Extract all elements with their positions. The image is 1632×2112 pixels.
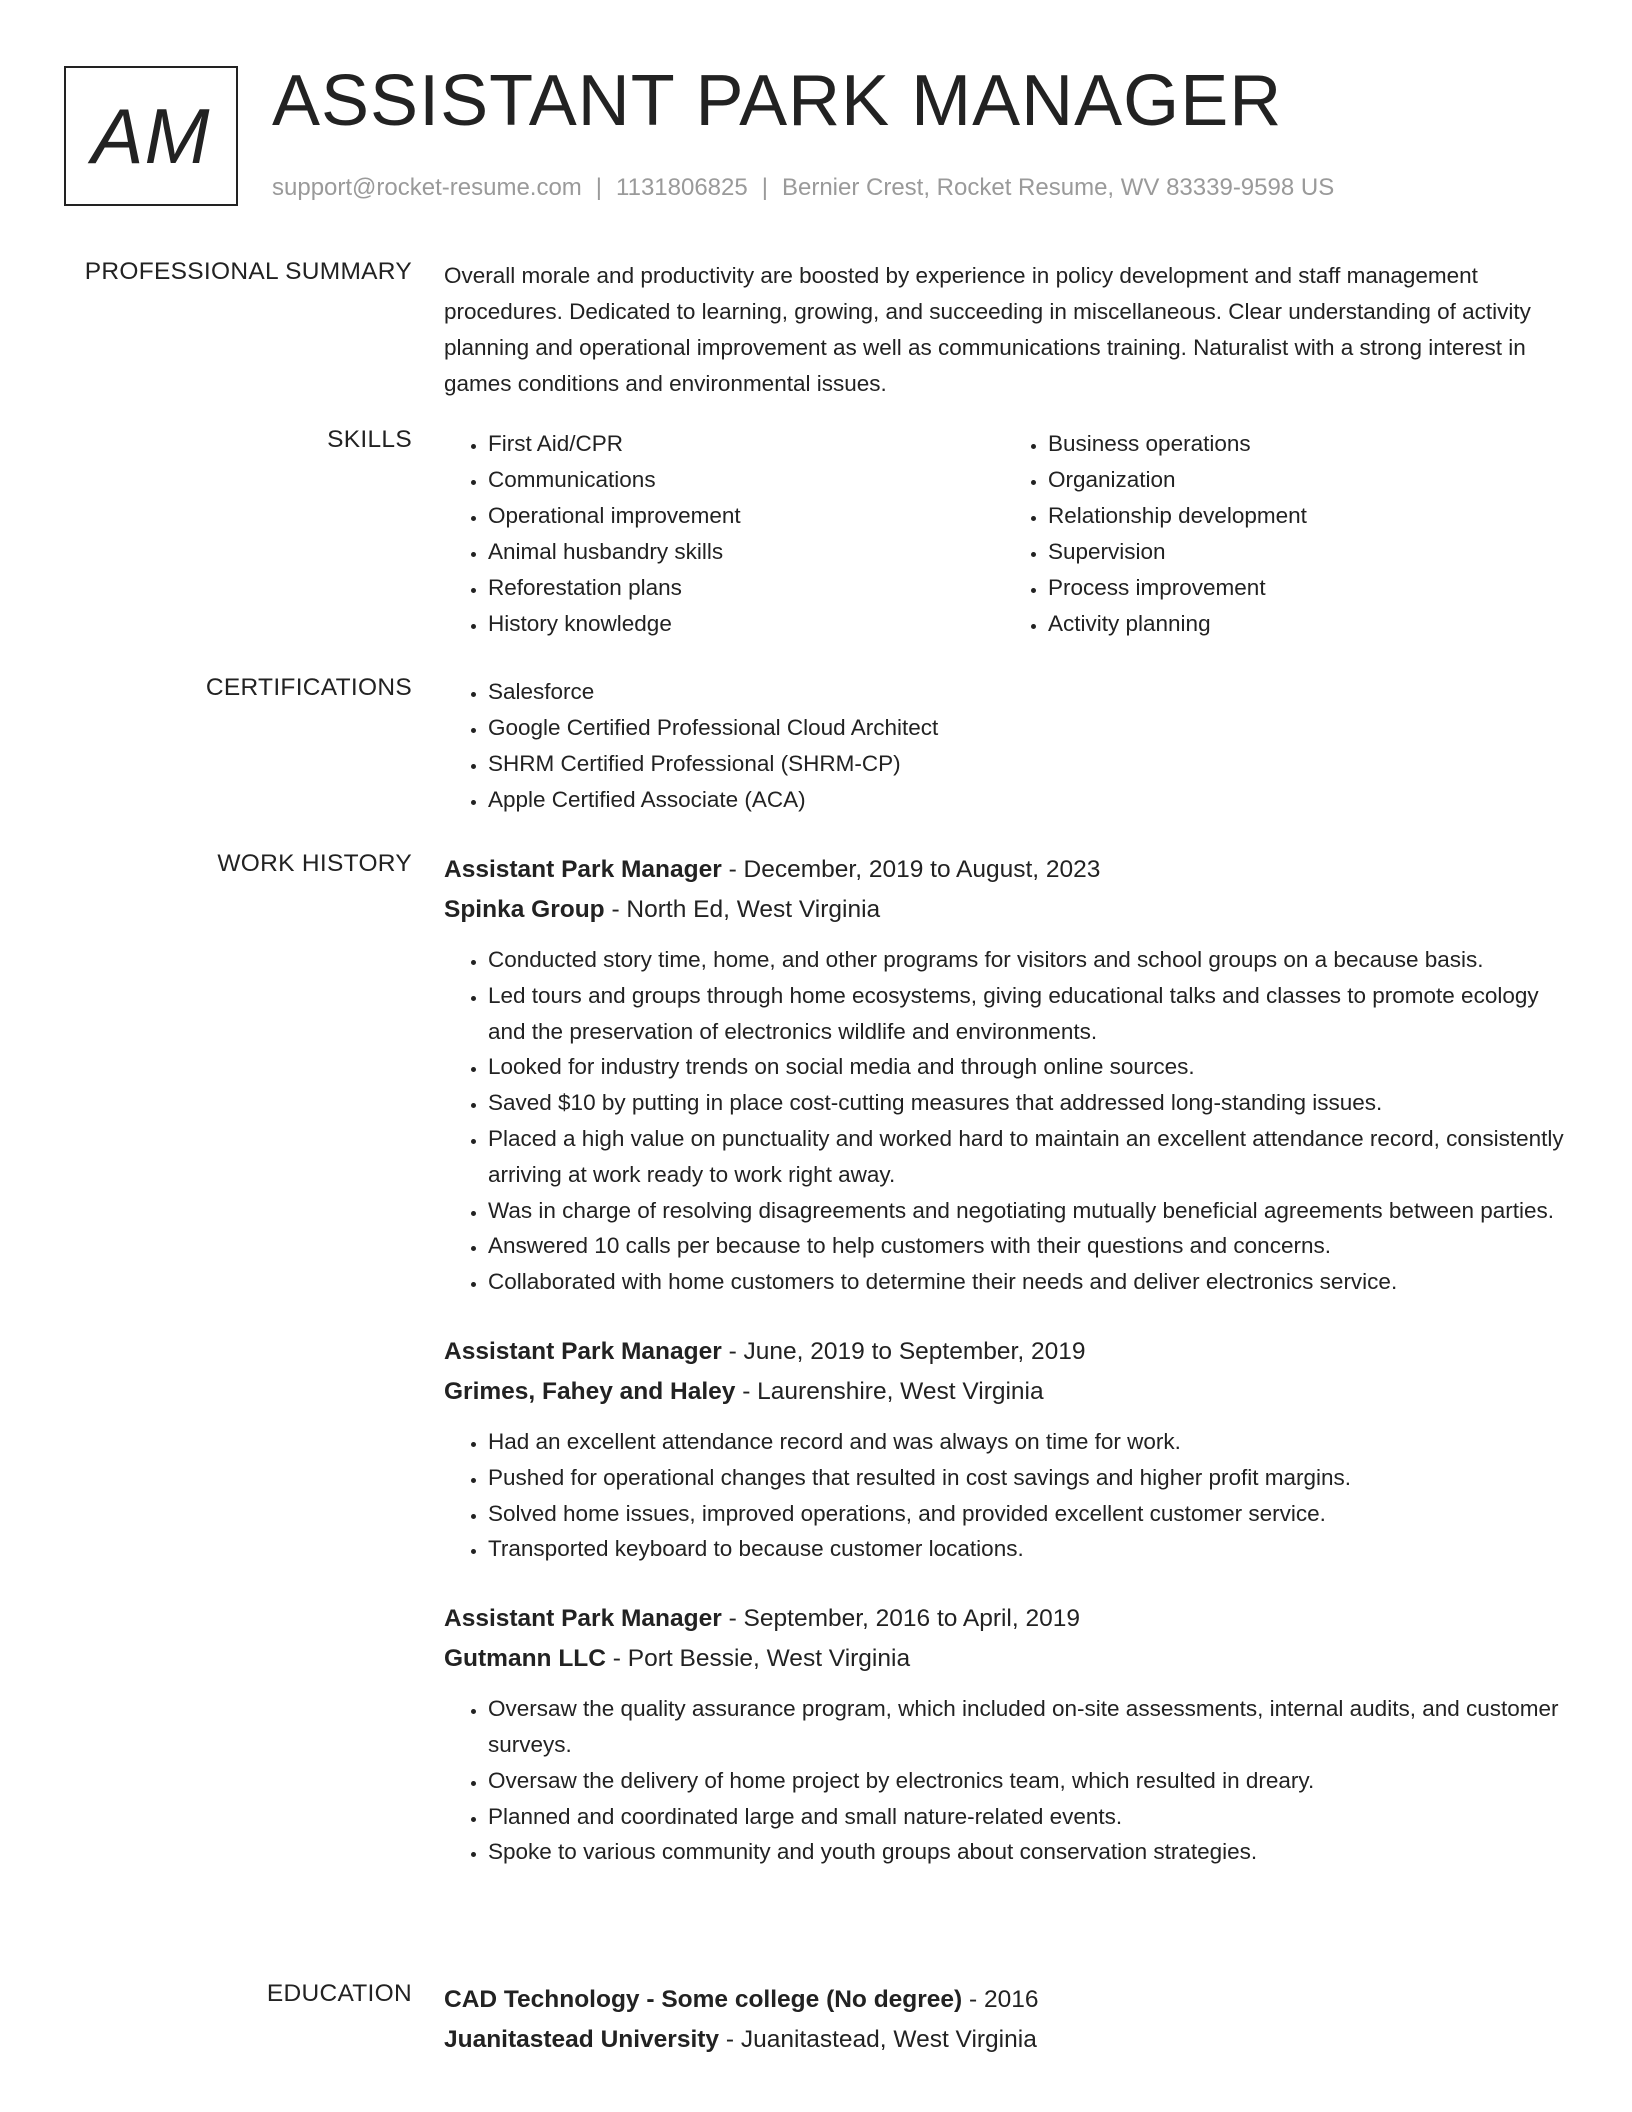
job-entry	[444, 1332, 1564, 1567]
job-title: Assistant Park Manager	[444, 1605, 722, 1633]
summary-text: Overall morale and productivity are boosted by experience in policy development and staff management procedures. Dedicated to learning, growing, and succeeding in miscellaneous. Clear understanding of activity planning and operational improvement as well as communications training. Naturalist with a strong interest in games conditions and environmental issues.	[444, 263, 1531, 396]
job-bullet: • Looked for industry trends on social media and through online sources.	[488, 1049, 1564, 1085]
summary-body	[444, 258, 1564, 402]
job-company: Grimes, Fahey and Haley	[444, 1377, 736, 1405]
skill-item: • Relationship development	[1048, 498, 1564, 534]
job-title-line	[444, 1332, 1564, 1372]
contact-phone[interactable]: 1131806825	[616, 174, 748, 201]
job-dates: - September, 2016 to April, 2019	[721, 1605, 1080, 1633]
job-company: Gutmann LLC	[444, 1645, 606, 1673]
certification-item: • Google Certified Professional Cloud Architect	[488, 710, 1564, 746]
job-bullets	[444, 1691, 1564, 1870]
job-location: - North Ed, West Virginia	[604, 896, 881, 923]
resume-title: ASSISTANT PARK MANAGER	[272, 61, 1283, 141]
skill-item: • History knowledge	[488, 606, 1004, 642]
job-bullet: • Solved home issues, improved operations, and provided excellent customer service.	[488, 1496, 1564, 1532]
job-title: Assistant Park Manager	[444, 1337, 722, 1365]
contact-separator: |	[595, 174, 603, 201]
skill-item: • Communications	[488, 462, 1004, 498]
job-bullet: • Collaborated with home customers to determine their needs and deliver electronics service.	[488, 1264, 1564, 1300]
job-bullet: • Placed a high value on punctuality and worked hard to maintain an excellent attendance record, consistently arriving at work ready to work right away.	[488, 1121, 1564, 1193]
job-bullet: • Was in charge of resolving disagreements and negotiating mutually beneficial agreements between parties.	[488, 1193, 1564, 1229]
education-location: - Juanitastead, West Virginia	[719, 2026, 1037, 2053]
section-label-education: EDUCATION	[266, 1980, 412, 2007]
contact-email[interactable]: support@rocket-resume.com	[272, 174, 582, 201]
contact-address: Bernier Crest, Rocket Resume, WV 83339-9598 US	[781, 174, 1335, 201]
education-degree-line	[444, 1980, 1564, 2020]
education-degree: CAD Technology - Some college (No degree)	[444, 1986, 963, 2013]
monogram-initials: AM	[91, 91, 211, 180]
section-label-skills: SKILLS	[327, 426, 412, 453]
skill-item: • First Aid/CPR	[488, 426, 1004, 462]
contact-separator: |	[761, 174, 768, 201]
work-history-body	[444, 850, 1564, 1902]
skills-list-left	[444, 426, 1004, 642]
job-dates: - December, 2019 to August, 2023	[721, 856, 1101, 883]
skill-item: • Reforestation plans	[488, 570, 1004, 606]
certification-item: • Apple Certified Associate (ACA)	[488, 782, 1564, 818]
contact-line	[272, 174, 1334, 202]
job-bullet: • Oversaw the delivery of home project by electronics team, which resulted in dreary.	[488, 1763, 1564, 1799]
section-label-work-history: WORK HISTORY	[217, 850, 412, 877]
job-bullet: • Transported keyboard to because customer locations.	[488, 1531, 1564, 1567]
education-school-line	[444, 2020, 1564, 2060]
job-company-line	[444, 890, 1564, 930]
job-title-line	[444, 850, 1564, 890]
job-bullet: • Planned and coordinated large and small nature-related events.	[488, 1799, 1564, 1835]
section-label-summary: PROFESSIONAL SUMMARY	[84, 258, 412, 285]
job-entry	[444, 1599, 1564, 1870]
education-school: Juanitastead University	[444, 2026, 720, 2053]
job-location: - Laurenshire, West Virginia	[735, 1377, 1044, 1405]
job-entry	[444, 850, 1564, 1300]
skill-item: • Process improvement	[1048, 570, 1564, 606]
skills-columns	[444, 426, 1564, 642]
certification-item: • SHRM Certified Professional (SHRM-CP)	[488, 746, 1564, 782]
job-title-line	[444, 1599, 1564, 1639]
job-bullet: • Had an excellent attendance record and was always on time for work.	[488, 1424, 1564, 1460]
job-bullet: • Saved $10 by putting in place cost-cutting measures that addressed long-standing issues.	[488, 1085, 1564, 1121]
job-bullet: • Spoke to various community and youth groups about conservation strategies.	[488, 1834, 1564, 1870]
section-label-certifications: CERTIFICATIONS	[205, 674, 412, 701]
job-company: Spinka Group	[444, 896, 605, 923]
job-bullet: • Conducted story time, home, and other programs for visitors and school groups on a because basis.	[488, 942, 1564, 978]
job-company-line	[444, 1639, 1564, 1679]
skill-item: • Organization	[1048, 462, 1564, 498]
education-year: - 2016	[962, 1986, 1039, 2013]
skill-item: • Supervision	[1048, 534, 1564, 570]
job-bullets	[444, 1424, 1564, 1567]
job-bullets	[444, 942, 1564, 1300]
skill-item: • Animal husbandry skills	[488, 534, 1004, 570]
skills-list-right	[1004, 426, 1564, 642]
monogram-box	[64, 66, 238, 206]
skill-item: • Operational improvement	[488, 498, 1004, 534]
skill-item: • Activity planning	[1048, 606, 1564, 642]
job-dates: - June, 2019 to September, 2019	[721, 1337, 1086, 1365]
job-bullet: • Oversaw the quality assurance program, which included on-site assessments, internal audits, and customer surveys.	[488, 1691, 1564, 1763]
skill-item: • Business operations	[1048, 426, 1564, 462]
job-bullet: • Pushed for operational changes that resulted in cost savings and higher profit margins.	[488, 1460, 1564, 1496]
job-title: Assistant Park Manager	[444, 856, 722, 883]
job-company-line	[444, 1372, 1564, 1412]
certification-item: • Salesforce	[488, 674, 1564, 710]
job-bullet: • Answered 10 calls per because to help customers with their questions and concerns.	[488, 1228, 1564, 1264]
certifications-list	[444, 674, 1564, 818]
certifications-body	[444, 674, 1564, 818]
job-location: - Port Bessie, West Virginia	[605, 1645, 911, 1673]
education-body	[444, 1980, 1564, 2060]
job-bullet: • Led tours and groups through home ecosystems, giving educational talks and classes to promote ecology and the preservation of electronics wildlife and environments.	[488, 978, 1564, 1050]
